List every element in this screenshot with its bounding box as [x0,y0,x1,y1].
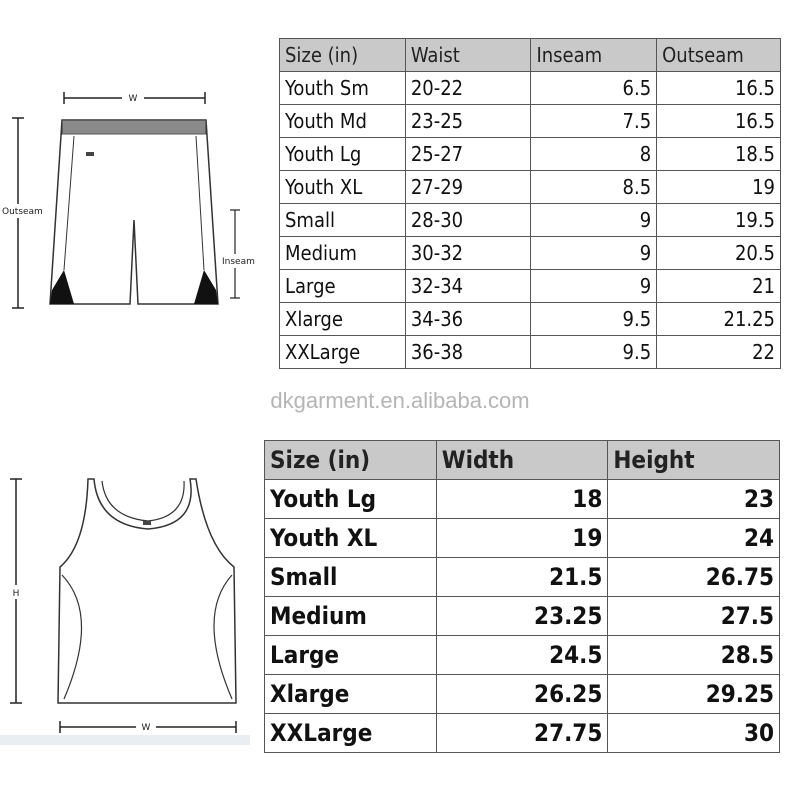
cell-width: 23.25 [436,597,608,636]
header-size: Size (in) [265,441,437,480]
cell-height: 27.5 [608,597,780,636]
watermark: dkgarment.en.alibaba.com [270,388,530,413]
table-row [280,204,781,237]
cell-inseam: 9 [531,204,657,237]
logo-icon [86,152,94,156]
cell-waist: 28-30 [405,204,531,237]
inseam-label: Inseam [222,257,255,267]
cell-waist: 36-38 [405,336,531,369]
cell-size: Large [265,636,437,675]
base-shadow [0,735,250,745]
jersey-size-table [264,440,780,753]
table-row [280,270,781,303]
cell-width: 24.5 [436,636,608,675]
cell-size: Youth Lg [265,480,437,519]
table-row [280,72,781,105]
header-outseam: Outseam [657,39,781,72]
cell-outseam: 19 [657,171,781,204]
header-size: Size (in) [280,39,406,72]
cell-width: 18 [436,480,608,519]
height-label: H [12,589,20,599]
cell-outseam: 19.5 [657,204,781,237]
cell-waist: 30-32 [405,237,531,270]
cell-outseam: 20.5 [657,237,781,270]
table-row [265,597,780,636]
cell-height: 29.25 [608,675,780,714]
cell-size: Small [265,558,437,597]
table-header-row [265,441,780,480]
table-header-row [280,39,781,72]
header-width: Width [436,441,608,480]
cell-size: Youth XL [280,171,406,204]
cell-inseam: 9.5 [531,336,657,369]
cell-inseam: 9 [531,237,657,270]
cell-size: Youth Lg [280,138,406,171]
cell-outseam: 21 [657,270,781,303]
header-inseam: Inseam [531,39,657,72]
cell-outseam: 16.5 [657,72,781,105]
table-row [280,171,781,204]
header-height: Height [608,441,780,480]
header-waist: Waist [405,39,531,72]
table-row [280,336,781,369]
cell-inseam: 6.5 [531,72,657,105]
table-row [265,714,780,753]
cell-height: 23 [608,480,780,519]
logo-icon [143,521,151,525]
cell-size: Youth XL [265,519,437,558]
cell-height: 30 [608,714,780,753]
cell-outseam: 16.5 [657,105,781,138]
table-row [280,237,781,270]
cell-waist: 20-22 [405,72,531,105]
table-row [280,303,781,336]
shorts-diagram [0,80,270,320]
cell-outseam: 22 [657,336,781,369]
cell-waist: 27-29 [405,171,531,204]
table-row [265,480,780,519]
jersey-diagram [0,465,260,745]
cell-inseam: 8 [531,138,657,171]
width-label: W [128,94,138,104]
waistband [62,120,206,134]
cell-inseam: 7.5 [531,105,657,138]
cell-waist: 23-25 [405,105,531,138]
cell-waist: 25-27 [405,138,531,171]
cell-size: Medium [280,237,406,270]
cell-width: 27.75 [436,714,608,753]
table-row [265,558,780,597]
cell-size: Medium [265,597,437,636]
table-row [280,105,781,138]
cell-height: 28.5 [608,636,780,675]
cell-height: 24 [608,519,780,558]
cell-size: Youth Sm [280,72,406,105]
cell-size: XXLarge [265,714,437,753]
table-row [265,636,780,675]
cell-inseam: 9.5 [531,303,657,336]
jersey-width-label: W [141,723,151,733]
table-row [265,675,780,714]
cell-height: 26.75 [608,558,780,597]
table-row [280,138,781,171]
cell-waist: 34-36 [405,303,531,336]
cell-outseam: 21.25 [657,303,781,336]
cell-size: Xlarge [280,303,406,336]
cell-size: Large [280,270,406,303]
cell-width: 26.25 [436,675,608,714]
cell-waist: 32-34 [405,270,531,303]
cell-width: 21.5 [436,558,608,597]
shorts-outline [50,120,218,304]
outseam-label: Outseam [2,207,43,217]
table-row [265,519,780,558]
cell-size: XXLarge [280,336,406,369]
cell-width: 19 [436,519,608,558]
cell-outseam: 18.5 [657,138,781,171]
jersey-outline [58,479,236,703]
cell-inseam: 9 [531,270,657,303]
cell-inseam: 8.5 [531,171,657,204]
shorts-size-table [279,38,781,369]
cell-size: Xlarge [265,675,437,714]
cell-size: Youth Md [280,105,406,138]
cell-size: Small [280,204,406,237]
